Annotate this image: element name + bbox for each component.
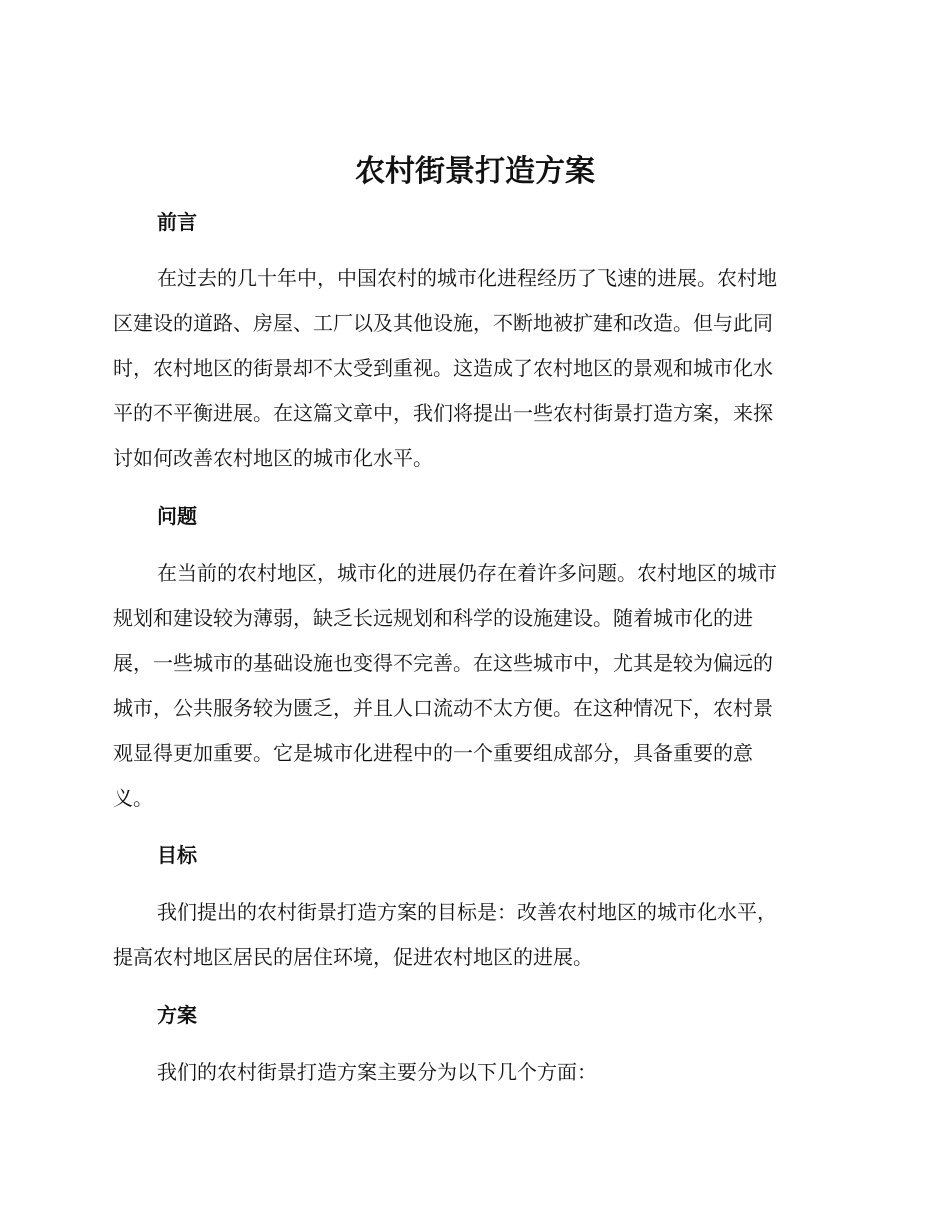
section-heading-goal: 目标 [157, 843, 197, 867]
paragraph-line: 区建设的道路、房屋、工厂以及其他设施，不断地被扩建和改造。但与此同 [113, 311, 773, 335]
paragraph-line: 在当前的农村地区，城市化的进展仍存在着许多问题。农村地区的城市 [157, 561, 777, 585]
section-heading-problem: 问题 [157, 504, 197, 528]
section-paragraph-plan [113, 1050, 833, 1095]
section-paragraph-problem [113, 551, 833, 821]
paragraph-line: 时，农村地区的街景却不太受到重视。这造成了农村地区的景观和城市化水 [113, 356, 773, 380]
page-title: 农村街景打造方案 [355, 154, 595, 189]
paragraph-line: 城市，公共服务较为匮乏，并且人口流动不太方便。在这种情况下，农村景 [113, 696, 773, 720]
paragraph-line: 义。 [113, 786, 153, 810]
section-paragraph-preface [113, 256, 833, 481]
paragraph-line: 规划和建设较为薄弱，缺乏长远规划和科学的设施建设。随着城市化的进 [113, 606, 753, 630]
paragraph-line: 在过去的几十年中，中国农村的城市化进程经历了飞速的进展。农村地 [157, 266, 777, 290]
paragraph-line: 展，一些城市的基础设施也变得不完善。在这些城市中，尤其是较为偏远的 [113, 651, 773, 675]
paragraph-line: 我们提出的农村街景打造方案的目标是：改善农村地区的城市化水平， [157, 900, 777, 924]
paragraph-line: 我们的农村街景打造方案主要分为以下几个方面： [157, 1060, 597, 1084]
section-heading-plan: 方案 [157, 1003, 197, 1027]
paragraph-line: 提高农村地区居民的居住环境，促进农村地区的进展。 [113, 945, 593, 969]
section-paragraph-goal [113, 890, 833, 980]
paragraph-line: 观显得更加重要。它是城市化进程中的一个重要组成部分，具备重要的意 [113, 741, 753, 765]
paragraph-line: 平的不平衡进展。在这篇文章中，我们将提出一些农村街景打造方案，来探 [113, 401, 773, 425]
paragraph-line: 讨如何改善农村地区的城市化水平。 [113, 446, 433, 470]
section-heading-preface: 前言 [157, 210, 197, 234]
